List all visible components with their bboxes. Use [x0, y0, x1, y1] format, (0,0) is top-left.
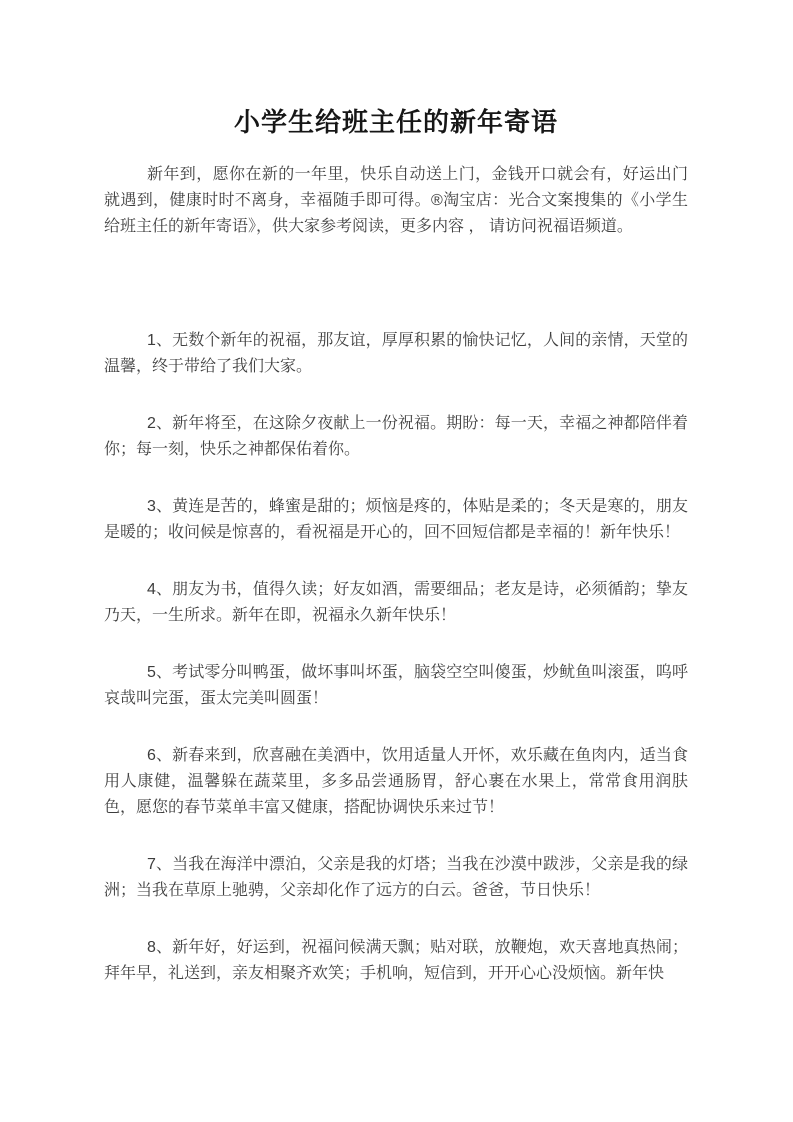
greeting-paragraph-1: 1、无数个新年的祝福，那友谊，厚厚积累的愉快记忆，人间的亲情，天堂的温馨，终于带给了我们大家。: [104, 332, 688, 375]
greeting-paragraph-5: 5、考试零分叫鸭蛋，做坏事叫坏蛋，脑袋空空叫傻蛋，炒鱿鱼叫滚蛋，呜呼哀哉叫完蛋，蛋太完美叫圆蛋！: [104, 664, 688, 707]
greeting-paragraph-3: 3、黄连是苦的，蜂蜜是甜的；烦恼是疼的，体贴是柔的；冬天是寒的，朋友是暖的；收问候是惊喜的，看祝福是开心的，回不回短信都是幸福的！新年快乐！: [104, 498, 688, 541]
page-title: 小学生给班主任的新年寄语: [233, 107, 558, 137]
greeting-paragraph-7: 7、当我在海洋中漂泊，父亲是我的灯塔；当我在沙漠中跋涉，父亲是我的绿洲；当我在草原上驰骋，父亲却化作了远方的白云。爸爸，节日快乐！: [104, 856, 688, 899]
greeting-paragraph-8: 8、新年好，好运到，祝福问候满天飘；贴对联，放鞭炮，欢天喜地真热闹；拜年早，礼送到，亲友相聚齐欢笑；手机响，短信到，开开心心没烦恼。新年快: [104, 939, 688, 982]
greeting-paragraph-6: 6、新春来到，欣喜融在美酒中，饮用适量人开怀，欢乐藏在鱼肉内，适当食用人康健，温馨躲在蔬菜里，多多品尝通肠胃，舒心裹在水果上，常常食用润肤色，愿您的春节菜单丰富又健康，搭配协调快乐来过节！: [104, 747, 688, 816]
greeting-paragraph-2: 2、新年将至，在这除夕夜献上一份祝福。期盼：每一天，幸福之神都陪伴着你；每一刻，快乐之神都保佑着你。: [104, 415, 688, 458]
greeting-paragraph-4: 4、朋友为书，值得久读；好友如酒，需要细品；老友是诗，必须循韵；挚友乃天，一生所求。新年在即，祝福永久新年快乐！: [104, 581, 688, 624]
greetings-list: [104, 328, 688, 987]
intro-paragraph: 新年到，愿你在新的一年里，快乐自动送上门，金钱开口就会有，好运出门就遇到，健康时时不离身，幸福随手即可得。®淘宝店：光合文案搜集的《小学生给班主任的新年寄语》，供大家参考阅读，更多内容 ， 请访问祝福语频道。: [104, 166, 688, 235]
